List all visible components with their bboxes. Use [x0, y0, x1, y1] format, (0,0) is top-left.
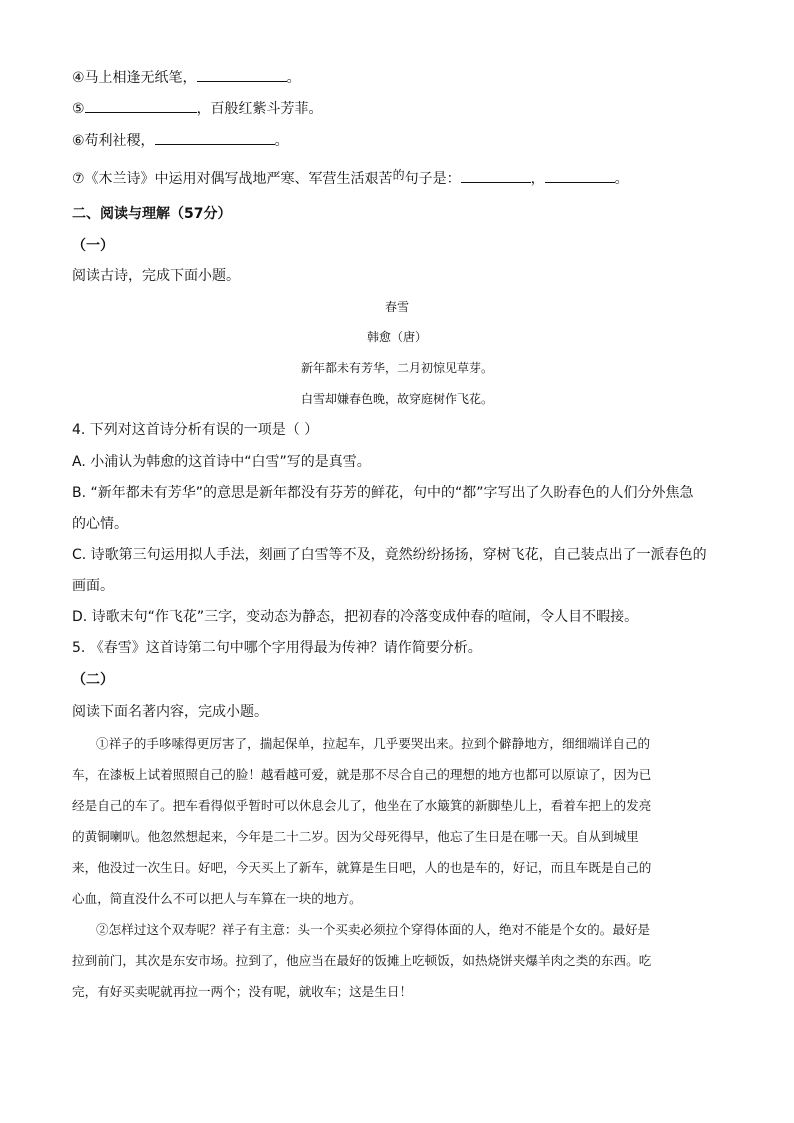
question-4-stem: 4. 下列对这首诗分析有误的一项是（ ）: [72, 422, 319, 438]
option-a[interactable]: A. 小浦认为韩愈的这首诗中“白雪”写的是真雪。: [72, 454, 371, 470]
item7-prefix: ⑦《木兰诗》中运用对偶写战地严寒、军营生活艰苦: [72, 171, 393, 187]
item5-prefix: ⑤: [72, 101, 85, 117]
fill-in-item-6: [72, 130, 722, 151]
item6-prefix: ⑥苟利社稷，: [72, 133, 155, 149]
item5-suffix: ，百般红紫斗芳菲。: [196, 101, 323, 117]
passage-paragraph-2: [72, 914, 722, 1007]
poem-line-2: 白雪却嫌春色晚，故穿庭树作飞花。: [300, 392, 493, 406]
poem-title: 春雪: [384, 300, 409, 314]
poem-line-1: 新年都未有芳华，二月初惊见草芽。: [300, 361, 493, 375]
answer-blank[interactable]: [155, 130, 275, 145]
answer-blank[interactable]: [461, 168, 531, 183]
part2-instruction: 阅读下面名著内容，完成小题。: [72, 704, 268, 720]
answer-blank[interactable]: [197, 67, 287, 82]
passage-line: 经是自己的车了。把车看得似乎暂时可以休息会儿了，他坐在了水簸箕的新脚垫儿上，看着车把上的发亮: [72, 798, 652, 813]
option-c[interactable]: C. 诗歌第三句运用拟人手法，刻画了白雪等不及，竟然纷纷扬扬，穿树飞花，自己装点出了一派春色的: [72, 547, 707, 563]
option-c-continued: 画面。: [72, 578, 114, 594]
poem-author: 韩愈（唐）: [366, 330, 427, 344]
passage-line: 车，在漆板上试着照照自己的脸！越看越可爱，就是那不尽合自己的理想的地方也都可以原谅了，因为已: [72, 767, 652, 782]
fill-in-item-4: [72, 67, 722, 88]
option-d[interactable]: D. 诗歌末句“作飞花”三字，变动态为静态，把初春的冷落变成仲春的喧闹，令人目不暇接。: [72, 609, 639, 625]
passage-line: 拉到前门，其次是东安市场。拉到了，他应当在最好的饭摊上吃顿饭，如热烧饼夹爆羊肉之类的东西。吃: [72, 953, 652, 968]
passage-line: 完，有好买卖呢就再拉一两个；没有呢，就收车；这是生日！: [72, 984, 413, 999]
part2-label: （二）: [72, 672, 114, 688]
option-b-continued: 的心情。: [72, 516, 128, 532]
item4-suffix: 。: [286, 70, 301, 86]
fill-in-item-7: [72, 168, 722, 189]
answer-blank[interactable]: [545, 168, 615, 183]
passage-line: 心血，简直没什么不可以把人与车算在一块的地方。: [72, 891, 362, 906]
passage-line: ①祥子的手哆嗦得更厉害了，揣起保单，拉起车，几乎要哭出来。拉到个僻静地方，细细端详自己的: [96, 736, 651, 751]
option-b[interactable]: B. “新年都未有芳华”的意思是新年都没有芬芳的鲜花，句中的“都”字写出了久盼春色的人们分外焦急: [72, 485, 694, 501]
fill-in-item-5: [72, 98, 722, 119]
item7-suffix: 。: [614, 171, 629, 187]
passage-paragraph-1: [72, 728, 722, 914]
passage-line: 的黄铜喇叭。他忽然想起来，今年是二十二岁。因为父母死得早，他忘了生日是在哪一天。自从到城里: [72, 829, 639, 844]
item7-sep: ，: [530, 171, 545, 187]
item6-suffix: 。: [274, 133, 289, 149]
part1-label: （一）: [72, 238, 114, 254]
passage-line: ②怎样过这个双寿呢？祥子有主意：头一个买卖必须拉个穿得体面的人，绝对不能是个女的。最好是: [96, 922, 651, 937]
answer-blank[interactable]: [85, 98, 197, 113]
section-heading: 二、阅读与理解（57分）: [72, 206, 232, 222]
part1-instruction: 阅读古诗，完成下面小题。: [72, 268, 240, 284]
item7-de: 的: [392, 168, 405, 182]
question-5-stem: 5. 《春雪》这首诗第二句中哪个字用得最为传神？请作简要分析。: [72, 640, 482, 656]
item4-prefix: ④马上相逢无纸笔，: [72, 70, 197, 86]
passage-line: 来，他没过一次生日。好吧，今天买上了新车，就算是生日吧，人的也是车的，好记，而且车既是自己的: [72, 860, 652, 875]
item7-middle: 句子是：: [404, 171, 461, 187]
